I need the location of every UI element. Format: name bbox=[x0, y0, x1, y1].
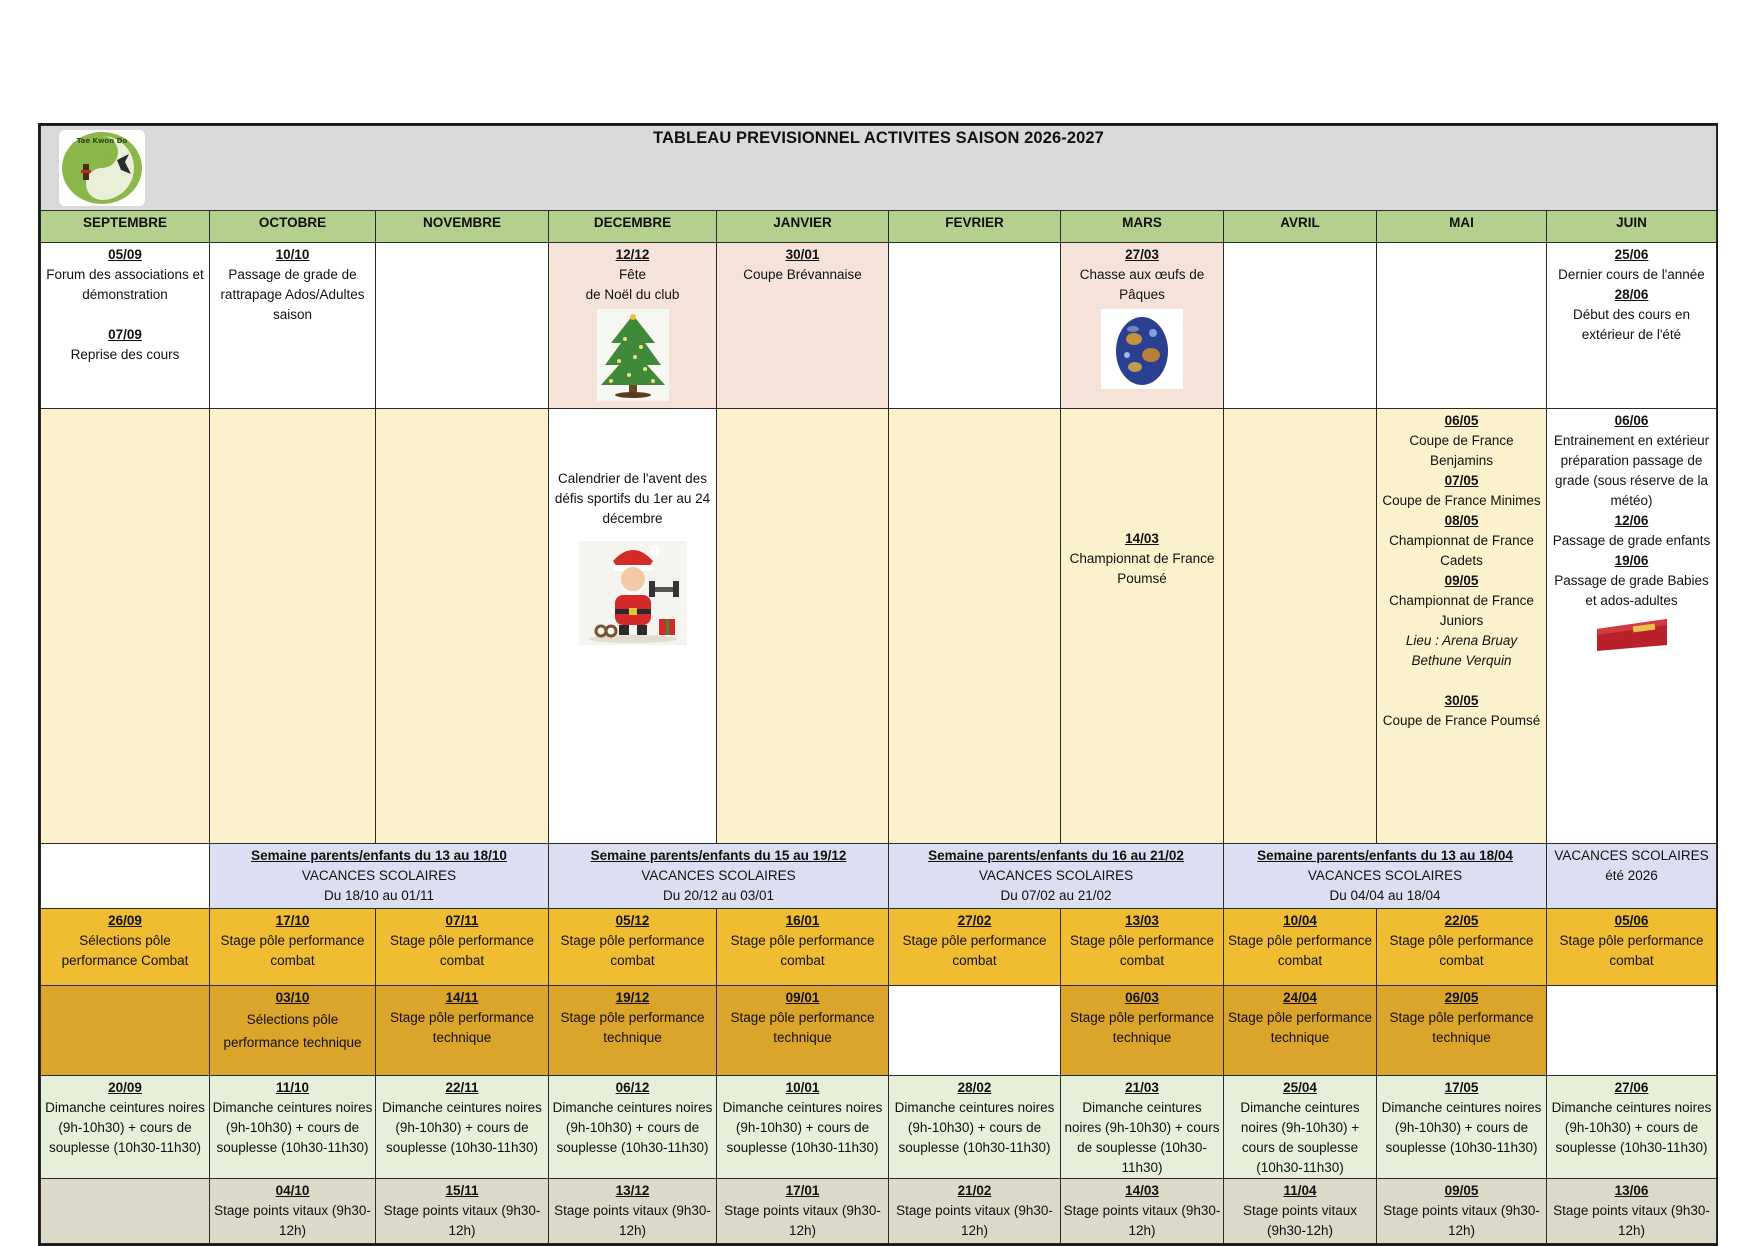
event-text: Forum des associations et démonstration bbox=[46, 267, 204, 302]
session-date: 06/12 bbox=[615, 1080, 650, 1095]
event-cell bbox=[1547, 243, 1717, 409]
stage-date: 17/10 bbox=[275, 913, 310, 928]
event-date: 12/12 bbox=[615, 247, 650, 262]
combat-cell bbox=[1061, 909, 1224, 986]
event-text: Dernier cours de l'année bbox=[1558, 267, 1705, 282]
vitaux-cell bbox=[376, 1179, 549, 1244]
month-header-row bbox=[41, 211, 1717, 243]
session-text: Stage points vitaux (9h30-12h) bbox=[214, 1203, 371, 1238]
stage-text: Stage pôle performance combat bbox=[902, 933, 1047, 968]
event-text: Calendrier de l'avent des défis sportifs du 1er au 24 décembre bbox=[554, 471, 711, 526]
combat-cell bbox=[41, 909, 210, 986]
session-text: Dimanche ceintures noires (9h-10h30) + cours de souplesse (10h30-11h30) bbox=[722, 1100, 883, 1155]
combat-cell bbox=[549, 909, 717, 986]
page-title: TABLEAU PREVISIONNEL ACTIVITES SAISON 2026-2027 bbox=[653, 129, 1104, 147]
ceintures-cell bbox=[1224, 1076, 1377, 1179]
stage-text: Stage pôle performance combat bbox=[1559, 933, 1704, 968]
vacances-label: VACANCES SCOLAIRES bbox=[978, 868, 1134, 883]
vacances-dates: Du 07/02 au 21/02 bbox=[1000, 888, 1112, 903]
session-text: Stage points vitaux (9h30-12h) bbox=[1383, 1203, 1540, 1238]
belt-icon bbox=[1595, 615, 1669, 653]
vacances-dates: Du 04/04 au 18/04 bbox=[1329, 888, 1441, 903]
vacances-label: VACANCES SCOLAIRES bbox=[641, 868, 796, 883]
session-date: 11/04 bbox=[1283, 1183, 1317, 1198]
session-date: 17/01 bbox=[785, 1183, 820, 1198]
vacances-dates: Du 18/10 au 01/11 bbox=[323, 888, 435, 903]
event-cell bbox=[1061, 243, 1224, 409]
event-date: 28/06 bbox=[1614, 287, 1649, 302]
session-date: 10/01 bbox=[785, 1080, 820, 1095]
session-date: 27/06 bbox=[1614, 1080, 1649, 1095]
combat-cell bbox=[210, 909, 376, 986]
stage-date: 07/11 bbox=[445, 913, 479, 928]
session-text: Stage points vitaux (9h30-12h) bbox=[896, 1203, 1053, 1238]
session-text: Dimanche ceintures noires (9h-10h30) + cours de souplesse (10h30-11h30) bbox=[1551, 1100, 1712, 1155]
session-text: Dimanche ceintures noires (9h-10h30) + cours de souplesse (10h30-11h30) bbox=[1381, 1100, 1542, 1155]
technique-cell bbox=[717, 986, 889, 1076]
event-date: 07/05 bbox=[1444, 473, 1479, 488]
event-date: 10/10 bbox=[275, 247, 310, 262]
session-text: Dimanche ceintures noires (9h-10h30) + cours de souplesse (10h30-11h30) bbox=[1240, 1100, 1360, 1175]
event-cell bbox=[376, 243, 549, 409]
session-text: Dimanche ceintures noires (9h-10h30) + cours de souplesse (10h30-11h30) bbox=[382, 1100, 542, 1155]
stage-text: Stage pôle performance technique bbox=[560, 1010, 705, 1045]
vitaux-cell bbox=[717, 1179, 889, 1244]
stage-text: Stage pôle performance technique bbox=[1069, 1010, 1215, 1045]
technique-cell bbox=[549, 986, 717, 1076]
event-date: 06/06 bbox=[1614, 413, 1649, 428]
technique-cell bbox=[1377, 986, 1547, 1076]
ceintures-cell bbox=[41, 1076, 210, 1179]
session-date: 13/06 bbox=[1614, 1183, 1649, 1198]
session-text: Stage points vitaux (9h30-12h) bbox=[383, 1203, 541, 1238]
event-text: Chasse aux œufs de Pâques bbox=[1079, 267, 1205, 302]
session-text: Stage points vitaux (9h30-12h) bbox=[554, 1203, 711, 1238]
event-text: Passage de grade Babies et ados-adultes bbox=[1554, 573, 1709, 608]
easter-egg-icon bbox=[1101, 309, 1183, 389]
event-text: Coupe Brévannaise bbox=[743, 267, 862, 282]
stage-text: Stage pôle performance technique bbox=[389, 1010, 535, 1045]
stage-date: 27/02 bbox=[957, 913, 992, 928]
event-date: 06/05 bbox=[1444, 413, 1479, 428]
vitaux-cell bbox=[1377, 1179, 1547, 1244]
ceintures-cell bbox=[549, 1076, 717, 1179]
event-text: Championnat de France Cadets bbox=[1389, 533, 1534, 568]
session-text: Dimanche ceintures noires (9h-10h30) + cours de souplesse (10h30-11h30) bbox=[894, 1100, 1055, 1155]
stage-date: 29/05 bbox=[1444, 990, 1479, 1005]
session-date: 09/05 bbox=[1444, 1183, 1479, 1198]
event-cell bbox=[889, 243, 1061, 409]
stage-date: 03/10 bbox=[275, 990, 310, 1005]
event-text: Coupe de France Poumsé bbox=[1382, 713, 1541, 728]
stage-date: 05/06 bbox=[1614, 913, 1649, 928]
stage-text: Stage pôle performance combat bbox=[1389, 933, 1534, 968]
calendar-table bbox=[40, 125, 1717, 1244]
events-row-1 bbox=[41, 243, 1717, 409]
ceintures-cell bbox=[1061, 1076, 1224, 1179]
event-date: 19/06 bbox=[1614, 553, 1649, 568]
month-header: JANVIER bbox=[717, 211, 889, 243]
stage-date: 16/01 bbox=[785, 913, 820, 928]
session-date: 15/11 bbox=[445, 1183, 479, 1198]
stage-date: 24/04 bbox=[1283, 990, 1317, 1005]
event-cell bbox=[717, 409, 889, 844]
event-date: 14/03 bbox=[1125, 531, 1159, 546]
session-date: 13/12 bbox=[615, 1183, 650, 1198]
svg-text:Tae Kwon Do: Tae Kwon Do bbox=[76, 137, 128, 145]
session-date: 25/04 bbox=[1283, 1080, 1317, 1095]
vacances-dates: été 2026 bbox=[1605, 868, 1658, 883]
vacances-heading: Semaine parents/enfants du 16 au 21/02 bbox=[928, 848, 1184, 863]
session-date: 21/02 bbox=[957, 1183, 992, 1198]
event-date: 27/03 bbox=[1125, 247, 1159, 262]
ceintures-cell bbox=[717, 1076, 889, 1179]
ceintures-cell bbox=[376, 1076, 549, 1179]
stage-text: Stage pôle performance combat bbox=[1227, 933, 1373, 968]
session-date: 21/03 bbox=[1125, 1080, 1159, 1095]
vacances-label: VACANCES SCOLAIRES bbox=[1554, 848, 1709, 863]
event-text: de Noël du club bbox=[585, 287, 680, 302]
month-header: NOVEMBRE bbox=[376, 211, 549, 243]
event-cell bbox=[717, 243, 889, 409]
christmas-tree-icon bbox=[597, 309, 669, 401]
event-cell bbox=[41, 409, 210, 844]
stage-text: Stage pôle performance combat bbox=[389, 933, 535, 968]
session-date: 28/02 bbox=[957, 1080, 992, 1095]
combat-cell bbox=[717, 909, 889, 986]
session-date: 14/03 bbox=[1125, 1183, 1159, 1198]
ceintures-cell bbox=[1377, 1076, 1547, 1179]
stage-text: Sélections pôle performance Combat bbox=[61, 933, 189, 968]
vacances-cell bbox=[210, 844, 549, 909]
vacances-cell bbox=[549, 844, 889, 909]
event-text: Passage de grade de rattrapage Ados/Adultes saison bbox=[220, 267, 365, 322]
combat-cell bbox=[889, 909, 1061, 986]
ceintures-cell bbox=[889, 1076, 1061, 1179]
event-date: 30/01 bbox=[785, 247, 820, 262]
event-cell bbox=[889, 409, 1061, 844]
stage-text: Stage pôle performance combat bbox=[1069, 933, 1215, 968]
vitaux-cell bbox=[1061, 1179, 1224, 1244]
stage-date: 06/03 bbox=[1125, 990, 1159, 1005]
month-header: MAI bbox=[1377, 211, 1547, 243]
session-text: Stage points vitaux (9h30-12h) bbox=[1242, 1203, 1358, 1238]
stage-date: 13/03 bbox=[1125, 913, 1159, 928]
session-text: Dimanche ceintures noires (9h-10h30) + cours de souplesse (10h30-11h30) bbox=[45, 1100, 205, 1155]
vacances-cell bbox=[1224, 844, 1547, 909]
stage-date: 09/01 bbox=[785, 990, 820, 1005]
stage-date: 14/11 bbox=[445, 990, 479, 1005]
technique-cell bbox=[376, 986, 549, 1076]
session-text: Stage points vitaux (9h30-12h) bbox=[1553, 1203, 1710, 1238]
month-header: MARS bbox=[1061, 211, 1224, 243]
event-text: Reprise des cours bbox=[70, 347, 180, 362]
month-header: SEPTEMBRE bbox=[41, 211, 210, 243]
vitaux-cell bbox=[889, 1179, 1061, 1244]
session-text: Stage points vitaux (9h30-12h) bbox=[724, 1203, 881, 1238]
vitaux-row bbox=[41, 1179, 1717, 1244]
event-date: 30/05 bbox=[1444, 693, 1479, 708]
stage-date: 26/09 bbox=[108, 913, 142, 928]
event-text: Championnat de France Poumsé bbox=[1069, 551, 1215, 586]
events-row-2 bbox=[41, 409, 1717, 844]
santa-dumbbell-icon bbox=[579, 541, 687, 645]
combat-cell bbox=[1377, 909, 1547, 986]
stage-text: Sélections pôle performance technique bbox=[223, 1012, 362, 1050]
ceintures-cell bbox=[1547, 1076, 1717, 1179]
stage-text: Stage pôle performance combat bbox=[560, 933, 705, 968]
club-logo-icon bbox=[59, 130, 145, 206]
event-date: 05/09 bbox=[108, 247, 142, 262]
stage-date: 19/12 bbox=[615, 990, 650, 1005]
event-cell bbox=[1377, 409, 1547, 844]
vacances-heading: Semaine parents/enfants du 13 au 18/04 bbox=[1257, 848, 1513, 863]
vacances-label: VACANCES SCOLAIRES bbox=[301, 868, 457, 883]
combat-row bbox=[41, 909, 1717, 986]
technique-cell bbox=[41, 986, 210, 1076]
event-cell bbox=[210, 409, 376, 844]
vacances-dates: Du 20/12 au 03/01 bbox=[662, 888, 775, 903]
event-date: 08/05 bbox=[1444, 513, 1479, 528]
vitaux-cell bbox=[41, 1179, 210, 1244]
event-date: 07/09 bbox=[108, 327, 142, 342]
event-cell bbox=[1547, 409, 1717, 844]
vitaux-cell bbox=[210, 1179, 376, 1244]
event-date: 12/06 bbox=[1614, 513, 1649, 528]
vacances-heading: Semaine parents/enfants du 15 au 19/12 bbox=[590, 848, 847, 863]
combat-cell bbox=[1224, 909, 1377, 986]
event-cell bbox=[41, 243, 210, 409]
session-date: 11/10 bbox=[275, 1080, 310, 1095]
vitaux-cell bbox=[549, 1179, 717, 1244]
event-text: Coupe de France Minimes bbox=[1382, 493, 1541, 508]
session-date: 04/10 bbox=[275, 1183, 310, 1198]
month-header: FEVRIER bbox=[889, 211, 1061, 243]
month-header: AVRIL bbox=[1224, 211, 1377, 243]
event-text: Début des cours en extérieur de l'été bbox=[1572, 307, 1691, 342]
technique-cell bbox=[210, 986, 376, 1076]
combat-cell bbox=[1547, 909, 1717, 986]
vacances-row bbox=[41, 844, 1717, 909]
activity-calendar bbox=[38, 123, 1718, 1246]
session-text: Stage points vitaux (9h30-12h) bbox=[1063, 1203, 1221, 1238]
vitaux-cell bbox=[1224, 1179, 1377, 1244]
vacances-cell bbox=[889, 844, 1224, 909]
event-text: Fête bbox=[618, 267, 646, 282]
event-text: Coupe de France Benjamins bbox=[1409, 433, 1514, 468]
event-cell bbox=[376, 409, 549, 844]
event-location: Lieu : Arena Bruay Bethune Verquin bbox=[1405, 633, 1518, 668]
session-text: Dimanche ceintures noires (9h-10h30) + cours de souplesse (10h30-11h30) bbox=[1064, 1100, 1220, 1175]
event-cell bbox=[549, 409, 717, 844]
event-cell bbox=[1224, 409, 1377, 844]
vacances-heading: Semaine parents/enfants du 13 au 18/10 bbox=[251, 848, 507, 863]
month-header: OCTOBRE bbox=[210, 211, 376, 243]
event-cell bbox=[1377, 243, 1547, 409]
stage-date: 05/12 bbox=[615, 913, 650, 928]
vacances-cell bbox=[41, 844, 210, 909]
vacances-cell bbox=[1547, 844, 1717, 909]
stage-text: Stage pôle performance combat bbox=[730, 933, 875, 968]
event-text: Championnat de France Juniors bbox=[1389, 593, 1534, 628]
stage-date: 10/04 bbox=[1283, 913, 1317, 928]
event-cell bbox=[210, 243, 376, 409]
session-date: 17/05 bbox=[1444, 1080, 1479, 1095]
vacances-label: VACANCES SCOLAIRES bbox=[1307, 868, 1463, 883]
title-cell bbox=[41, 126, 1717, 211]
technique-row bbox=[41, 986, 1717, 1076]
event-date: 25/06 bbox=[1614, 247, 1649, 262]
session-text: Dimanche ceintures noires (9h-10h30) + cours de souplesse (10h30-11h30) bbox=[212, 1100, 373, 1155]
session-text: Dimanche ceintures noires (9h-10h30) + cours de souplesse (10h30-11h30) bbox=[552, 1100, 713, 1155]
session-date: 20/09 bbox=[108, 1080, 142, 1095]
technique-cell bbox=[889, 986, 1061, 1076]
event-cell bbox=[1061, 409, 1224, 844]
event-cell bbox=[549, 243, 717, 409]
technique-cell bbox=[1224, 986, 1377, 1076]
month-header: JUIN bbox=[1547, 211, 1717, 243]
stage-text: Stage pôle performance technique bbox=[730, 1010, 875, 1045]
stage-text: Stage pôle performance technique bbox=[1227, 1010, 1373, 1045]
month-header: DECEMBRE bbox=[549, 211, 717, 243]
ceintures-cell bbox=[210, 1076, 376, 1179]
event-text: Passage de grade enfants bbox=[1552, 533, 1711, 548]
event-date: 09/05 bbox=[1444, 573, 1479, 588]
event-text: Entrainement en extérieur préparation passage de grade (sous réserve de la météo) bbox=[1553, 433, 1710, 508]
stage-date: 22/05 bbox=[1444, 913, 1479, 928]
title-row bbox=[41, 126, 1717, 211]
technique-cell bbox=[1061, 986, 1224, 1076]
combat-cell bbox=[376, 909, 549, 986]
technique-cell bbox=[1547, 986, 1717, 1076]
ceintures-row bbox=[41, 1076, 1717, 1179]
session-date: 22/11 bbox=[445, 1080, 479, 1095]
event-cell bbox=[1224, 243, 1377, 409]
vitaux-cell bbox=[1547, 1179, 1717, 1244]
stage-text: Stage pôle performance technique bbox=[1389, 1010, 1534, 1045]
stage-text: Stage pôle performance combat bbox=[220, 933, 365, 968]
